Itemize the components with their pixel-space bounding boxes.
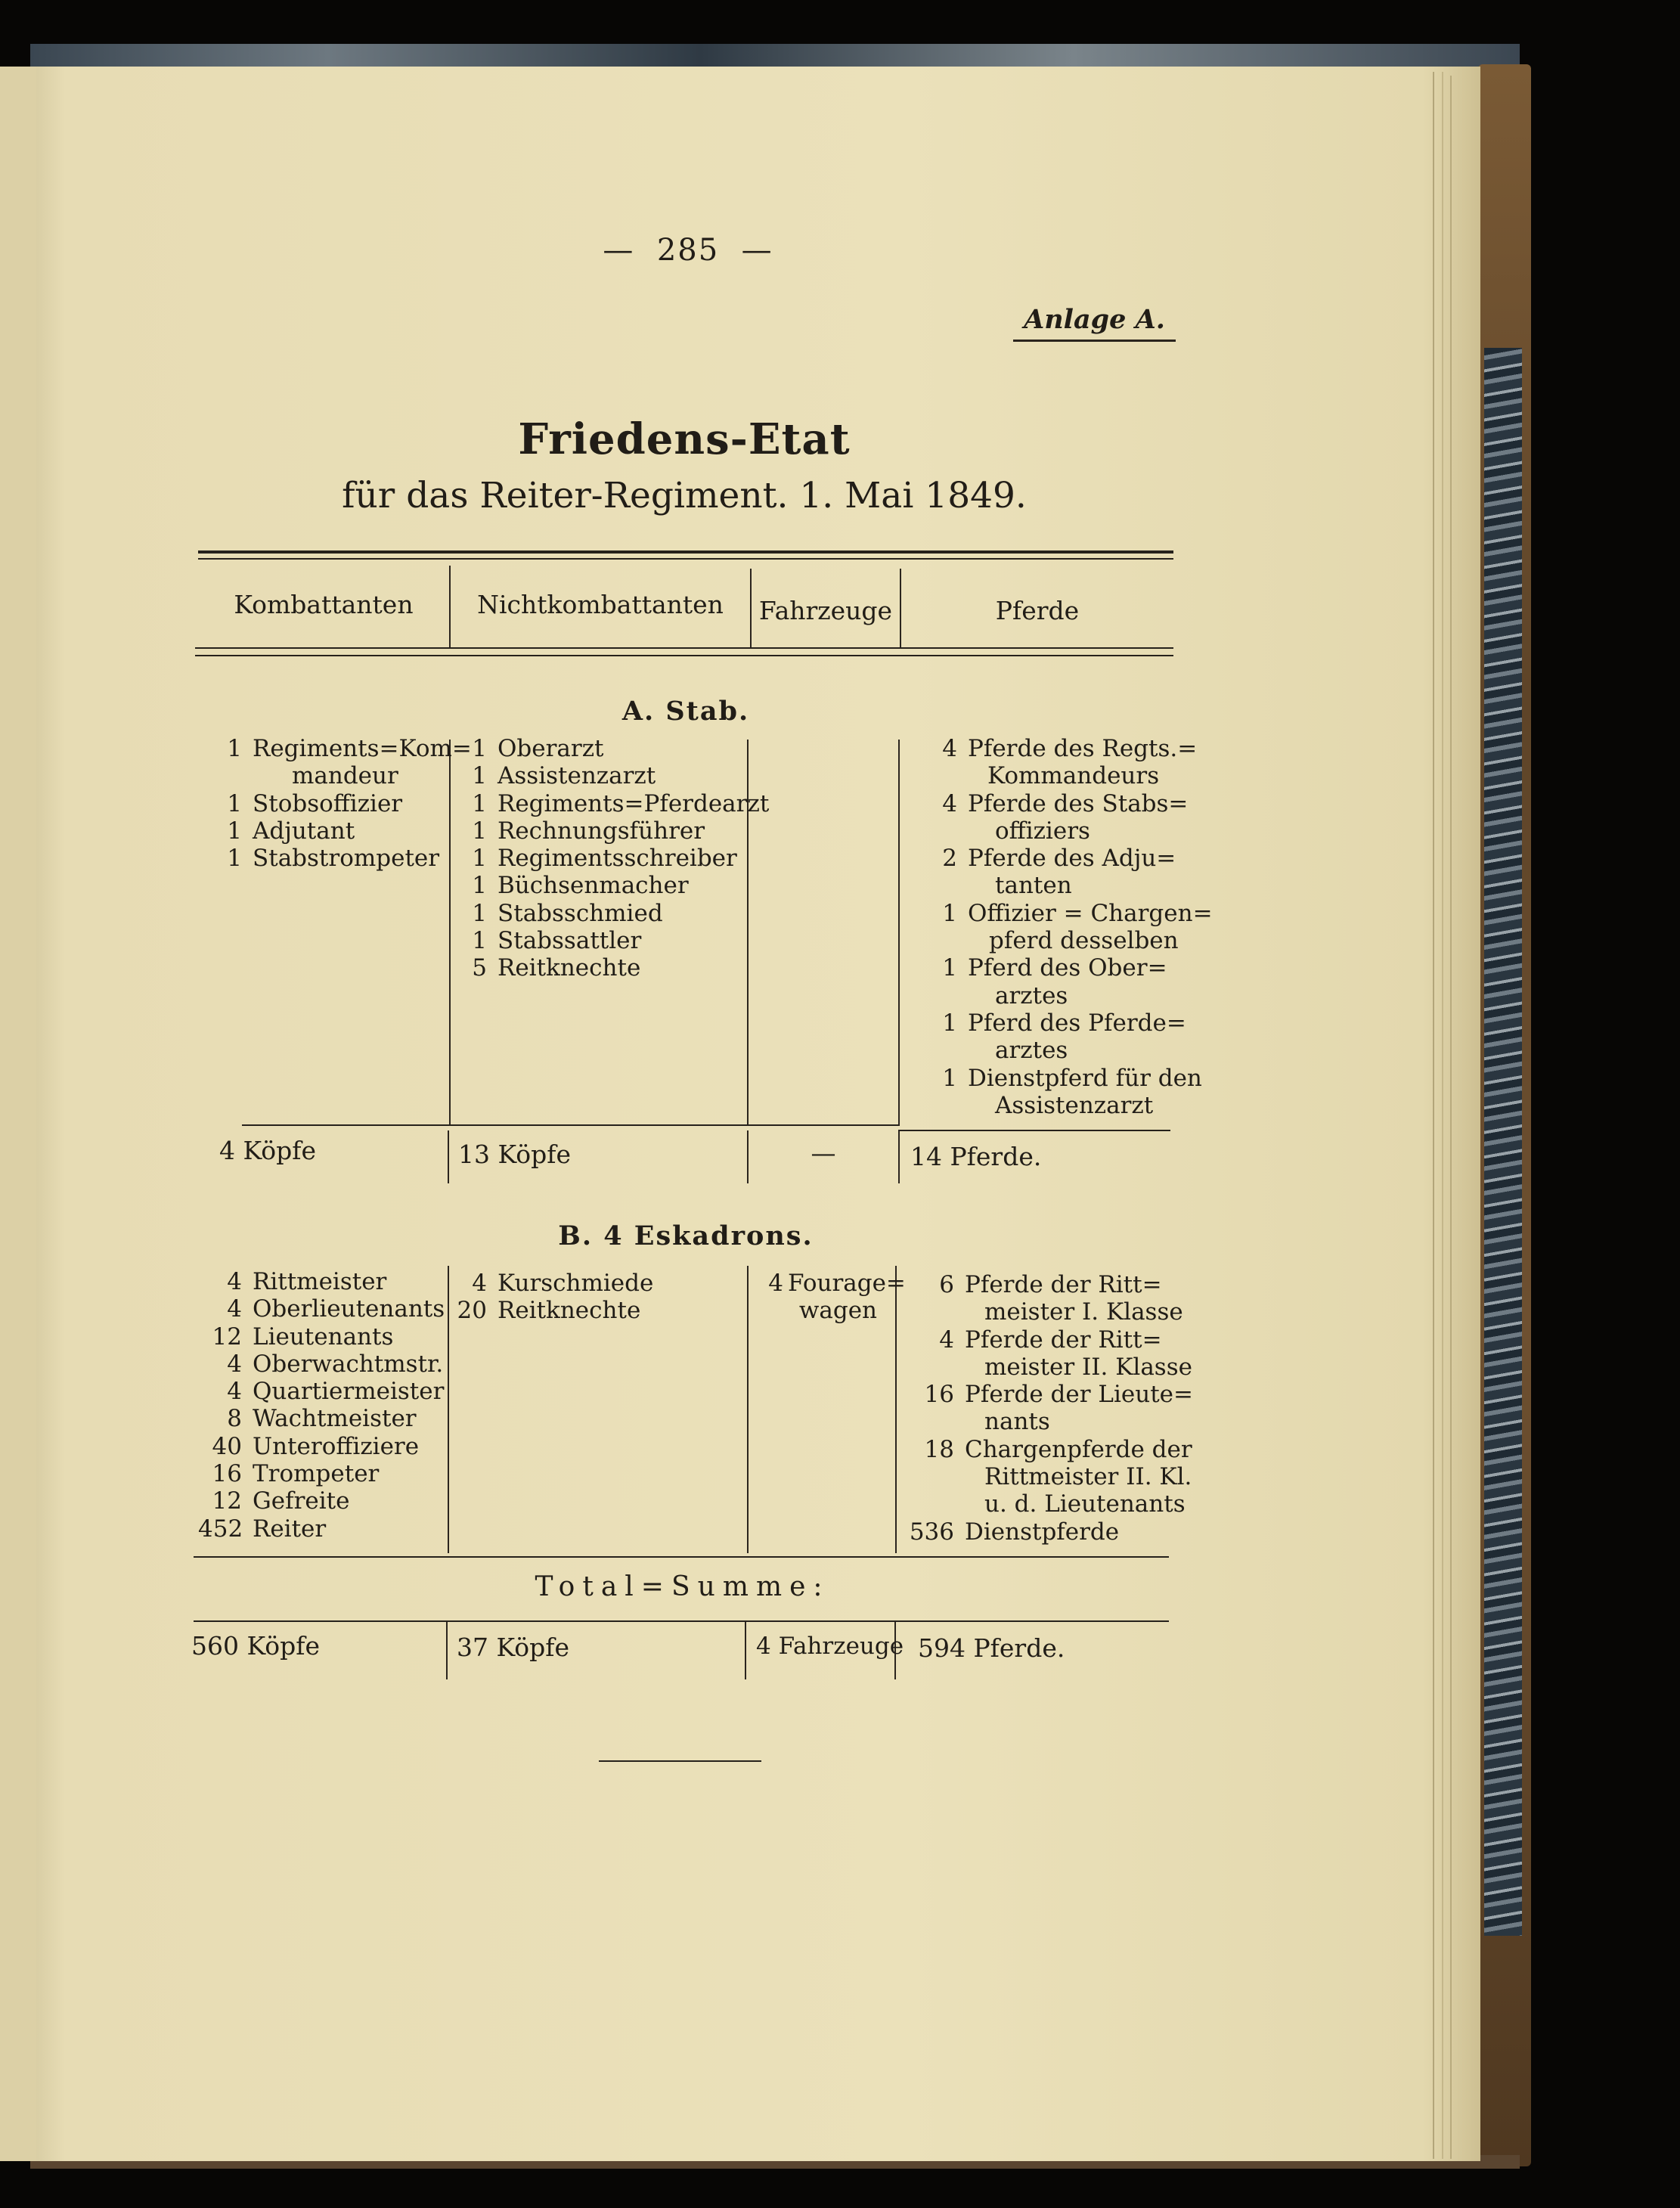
list-item: mandeur: [292, 762, 398, 790]
section-b-divider-3: [895, 1266, 897, 1553]
header-pferde: Pferde: [995, 596, 1080, 625]
list-item: 1 Adjutant: [227, 817, 355, 845]
list-item: 1 Rechnungsführer: [472, 817, 705, 845]
header-rule-1: [195, 647, 1173, 649]
header-nichtkombattanten: Nichtkombattanten: [477, 590, 724, 619]
page-subtitle: für das Reiter-Regiment. 1. Mai 1849.: [342, 475, 1027, 516]
left-page-edge: [0, 67, 36, 2161]
grand-total-divider-2: [745, 1622, 746, 1679]
list-item: 20 Reitknechte: [457, 1297, 641, 1325]
section-a-pferde-rule: [898, 1130, 1170, 1131]
list-item: 16 Trompeter: [212, 1460, 380, 1488]
list-item: pferd desselben: [989, 927, 1179, 955]
grand-total-pferde: 594 Pferde.: [918, 1633, 1065, 1663]
section-b-pferde: [901, 1271, 1193, 1546]
dash-right: —: [741, 233, 773, 268]
list-item: 1 Regimentsschreiber: [472, 845, 737, 873]
list-item: 1 Stobsoffizier: [227, 789, 403, 817]
closing-rule: [599, 1760, 761, 1762]
marbled-edge: [1484, 348, 1522, 1936]
section-a-total-divider-1: [448, 1130, 449, 1183]
header-kombattanten: Kombattanten: [234, 590, 414, 619]
list-item: 4 Pferde der Ritt=: [939, 1326, 1162, 1354]
list-item: 1 Stabstrompeter: [227, 845, 440, 873]
list-item: 4 Oberwachtmstr.: [227, 1350, 444, 1378]
list-item: arztes: [995, 982, 1068, 1009]
list-item: 1 Oberarzt: [472, 735, 604, 762]
list-item: 1 Büchsenmacher: [472, 872, 689, 900]
list-item: nants: [984, 1408, 1050, 1436]
list-item: 452 Reiter: [198, 1515, 327, 1543]
section-a-total-pferde: 14 Pferde.: [910, 1142, 1042, 1171]
list-item: tanten: [995, 872, 1072, 900]
list-item: 5 Reitknechte: [472, 954, 641, 982]
list-item: Kommandeurs: [987, 762, 1160, 790]
list-item: u. d. Lieutenants: [984, 1490, 1186, 1518]
list-item: 1 Assistenzarzt: [472, 762, 656, 790]
header-fahrzeuge: Fahrzeuge: [758, 596, 893, 625]
header-rule-2: [195, 655, 1173, 656]
section-a-divider-3: [898, 740, 900, 1125]
section-a-total-fahrzeuge: —: [811, 1138, 836, 1168]
section-a-heading: A. Stab.: [621, 696, 750, 727]
list-item: wagen: [798, 1297, 877, 1325]
section-a-total-divider-3: [898, 1130, 900, 1183]
list-item: 4 Fourage=: [768, 1270, 906, 1297]
list-item: 18 Chargenpferde der: [924, 1435, 1192, 1463]
page-edge: [1433, 72, 1443, 2159]
section-a-total-kombattanten: 4 Köpfe: [219, 1136, 316, 1165]
list-item: 1 Regiments=Pferdearzt: [472, 789, 770, 817]
page: [36, 67, 1480, 2161]
list-item: 40 Unteroffiziere: [212, 1432, 420, 1460]
section-b-nichtkombattanten: [454, 1270, 745, 1325]
section-a-kombattanten: [198, 735, 472, 873]
annex-label: Anlage A.: [1013, 304, 1176, 342]
list-item: 4 Quartiermeister: [227, 1378, 445, 1406]
page-number: 285: [656, 233, 720, 268]
page-title: Friedens-Etat: [518, 414, 851, 464]
top-rule-thin: [198, 558, 1173, 560]
list-item: 16 Pferde der Lieute=: [924, 1381, 1193, 1409]
list-item: 1 Dienstpferd für den: [942, 1064, 1202, 1092]
list-item: 4 Rittmeister: [227, 1268, 387, 1295]
list-item: meister II. Klasse: [984, 1353, 1192, 1381]
list-item: 4 Pferde des Regts.=: [942, 735, 1198, 762]
grand-total-divider-1: [446, 1622, 448, 1679]
grand-total-nichtkombattanten: 37 Köpfe: [457, 1633, 569, 1662]
dash-left: —: [603, 233, 635, 268]
section-b-divider-2: [747, 1266, 749, 1553]
section-b-heading: B. 4 Eskadrons.: [558, 1220, 814, 1251]
list-item: Rittmeister II. Kl.: [984, 1463, 1192, 1491]
section-a-total-nichtkombattanten: 13 Köpfe: [458, 1140, 571, 1169]
list-item: 12 Lieutenants: [212, 1323, 394, 1351]
list-item: meister I. Klasse: [984, 1298, 1183, 1326]
list-item: 1 Stabssattler: [472, 927, 642, 955]
top-rule-thick: [198, 550, 1173, 554]
section-b-bottom-rule: [194, 1556, 1169, 1558]
section-a-total-rule: [242, 1124, 900, 1126]
list-item: 1 Offizier = Chargen=: [942, 899, 1213, 927]
grand-total-fahrzeuge: 4 Fahrzeuge: [756, 1633, 904, 1660]
list-item: 4 Kurschmiede: [472, 1270, 654, 1297]
section-a-divider-1: [449, 740, 451, 1125]
section-b-kombattanten: [198, 1268, 448, 1543]
section-b-fahrzeuge: [752, 1270, 906, 1325]
list-item: 1 Regiments=Kom=: [227, 735, 472, 762]
list-item: arztes: [995, 1037, 1068, 1065]
list-item: offiziers: [995, 817, 1090, 845]
list-item: Assistenzarzt: [995, 1091, 1154, 1119]
list-item: 4 Oberlieutenants: [227, 1295, 445, 1323]
grand-total-kombattanten: 560 Köpfe: [191, 1631, 320, 1661]
section-a-nichtkombattanten: [454, 735, 770, 982]
section-b-divider-1: [448, 1266, 449, 1553]
list-item: 4 Pferde des Stabs=: [942, 789, 1189, 817]
list-item: 1 Pferd des Ober=: [942, 954, 1167, 982]
list-item: 536 Dienstpferde: [909, 1518, 1120, 1546]
list-item: 2 Pferde des Adju=: [942, 845, 1176, 873]
list-item: 6 Pferde der Ritt=: [939, 1271, 1162, 1298]
list-item: 12 Gefreite: [212, 1487, 350, 1515]
page-number-line: [582, 233, 794, 268]
list-item: 1 Stabsschmied: [472, 899, 663, 927]
total-heading: Total=Summe:: [535, 1571, 830, 1602]
grand-total-rule: [194, 1620, 1169, 1622]
list-item: 8 Wachtmeister: [227, 1405, 417, 1433]
section-a-pferde: [904, 735, 1213, 1119]
page-edge-inner: [1450, 76, 1458, 2159]
list-item: 1 Pferd des Pferde=: [942, 1009, 1186, 1037]
